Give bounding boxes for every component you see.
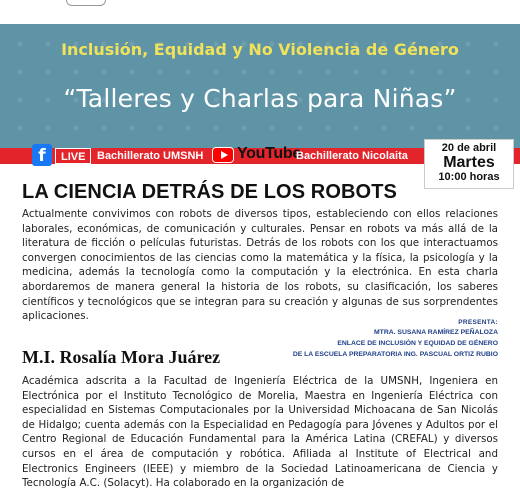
speaker-name: M.I. Rosalía Mora Juárez <box>22 347 221 367</box>
youtube-play-icon[interactable] <box>212 147 234 163</box>
youtube-channel-label[interactable]: Bachillerato Nicolaita <box>296 150 408 162</box>
presenter-name: MTRA. SUSANA RAMÍREZ PEÑALOZA <box>374 329 498 336</box>
event-time: 10:00 horas <box>438 171 500 183</box>
talk-abstract: Actualmente convivimos con robots de diversos tipos, estableciendo con ellos relaciones laborales, económicas, de comunicación y culturales. Pensar en robots va más allá de la literatura de ficción o películas futuristas. Detrás de los robots con los que interactuamos convergen conocimientos de las ciencias como la matemática y la física, la psicología y la medicina, además la tecnología como la computación y la electrónica. En esta charla abordaremos de manera general la historia de los robots, su clasificación, los saberes científicos y tecnológicos que se integran para su creación y algunas de sus sorprendentes aplicaciones. <box>22 208 498 323</box>
banner-title: “Talleres y Charlas para Niñas” <box>63 84 457 113</box>
logo-fragment <box>66 0 106 6</box>
live-badge: LIVE <box>55 148 91 164</box>
presenter-role: ENLACE DE INCLUSIÓN Y EQUIDAD DE GÉNERO <box>337 340 498 347</box>
youtube-wordmark: YouTube <box>237 145 301 162</box>
presenter-block <box>258 318 498 360</box>
banner-subtitle: Inclusión, Equidad y No Violencia de Género <box>61 40 459 59</box>
date-box <box>424 139 514 189</box>
top-strip <box>0 0 520 24</box>
speaker-bio: Académica adscrita a la Facultad de Ingeniería Eléctrica de la UMSNH, Ingeniera en Electrónica por el Instituto Tecnológico de Morelia, Maestra en Ingeniería Eléctrica con especialidad en Sistemas Computacionales por la Universidad Michoacana de San Nicolás de Hidalgo; cuenta además con la Especialidad en Pedagogía para Jóvenes y Adultos por el Centro Regional de Educación Fundamental para la América Latina (CREFAL) y diversos cursos en el área de computación y robótica. Afiliada al Institute of Electrical and Electronics Engineers (IEEE) y miembro de la Sociedad Latinoamericana de Ciencia y Tecnología A.C. (Solacyt). Ha colaborado en la organización de <box>22 375 498 490</box>
presenter-label: PRESENTA: <box>458 319 498 326</box>
facebook-channel-label[interactable]: Bachillerato UMSNH <box>97 150 204 162</box>
facebook-icon[interactable]: f <box>32 144 52 166</box>
talk-title: LA CIENCIA DETRÁS DE LOS ROBOTS <box>22 181 397 203</box>
event-weekday: Martes <box>443 154 495 171</box>
event-date: 20 de abril <box>441 142 497 154</box>
presenter-school: DE LA ESCUELA PREPARATORIA ING. PASCUAL ORTIZ RUBIO <box>292 351 498 358</box>
